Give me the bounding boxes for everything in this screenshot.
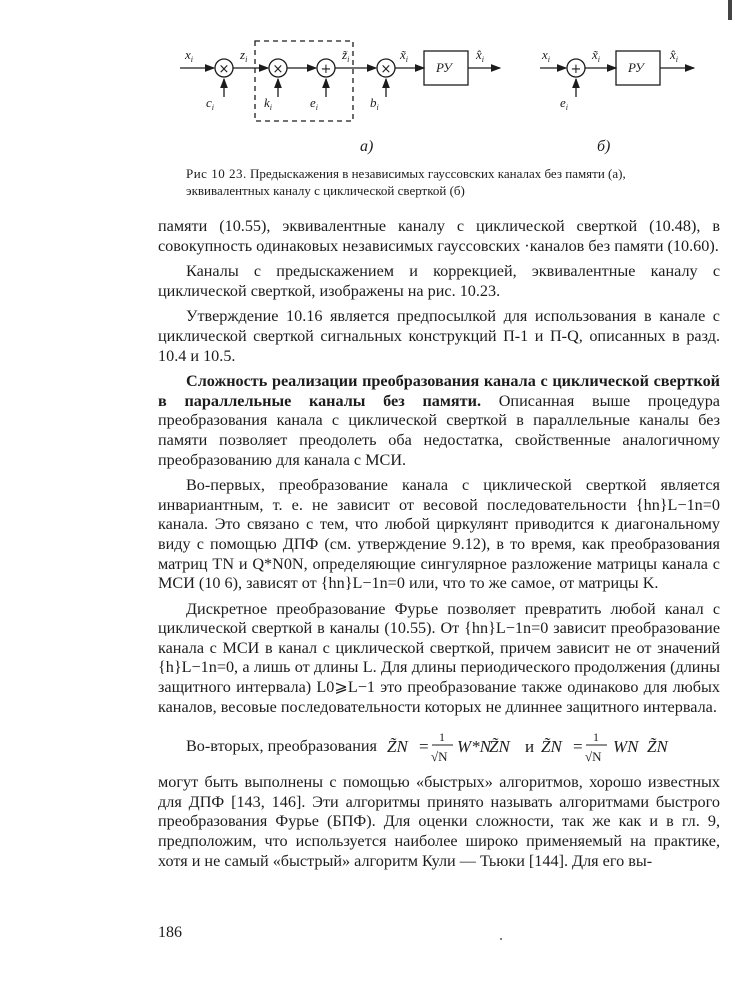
block-ru-a: РУ bbox=[436, 60, 452, 75]
paragraph-1: памяти (10.55), эквивалентные каналу с циклической сверткой (10.48), в совокупность одинаковых независимых гауссовских ·каналов без памяти (10.60). bbox=[158, 217, 720, 255]
svg-text:x̂i: $x̂_i$ bbox=[670, 47, 679, 64]
dft-formula bbox=[385, 727, 695, 767]
figure-10-23 bbox=[160, 35, 720, 160]
label-x-in: x bbox=[185, 47, 191, 62]
svg-text:1: 1 bbox=[438, 730, 445, 745]
paragraph-2: Каналы с предыскажением и коррекцией, эквивалентные каналу с циклической сверткой, изображены на рис. 10.23. bbox=[158, 262, 720, 300]
svg-text:1: 1 bbox=[592, 730, 599, 745]
svg-text:×: × bbox=[272, 62, 284, 77]
paragraph-7: могут быть выполнены с помощью «быстрых» алгоритмов, хорошо известных для ДПФ [143, 146]. Эти алгоритмы принято называть алгоритмами быстрого преобразования Фурье (БПФ). Для оценки сложности, так же как и в гл. 9, предположим, что используется наиболее широко применяемый на практике, хотя и не самый «быстрый» алгоритм Кули — Тьюки [144]. Для его вы- bbox=[158, 773, 720, 870]
svg-text:xi: $x_i$ bbox=[542, 47, 551, 64]
svg-text:x̃i: $x̃_i$ bbox=[400, 47, 409, 64]
svg-text:Z̃N: Z̃N bbox=[646, 737, 668, 757]
svg-text:=: = bbox=[572, 737, 583, 757]
paragraph-6: Дискретное преобразование Фурье позволяет превратить любой канал с циклической сверткой в каналы (10.55). От {hn}L−1n=0 зависит преобразование канала с МСИ в канал с циклической сверткой, причем зависит не от значений {h}L−1n=0, а лишь от длины L. Для длины периодического продолжения (длины защитного интервала) L0⩾L−1 это преобразование также одинаково для любых каналов, весовые последовательности которых не длиннее защитного интервала. bbox=[158, 599, 720, 716]
svg-text:×: × bbox=[380, 62, 392, 77]
svg-text:=: = bbox=[418, 737, 429, 757]
caption-prefix: Рис 10 23. bbox=[186, 166, 247, 181]
svg-text:Z̃N: Z̃N bbox=[386, 737, 408, 757]
svg-text:zi: $z_i$ bbox=[240, 47, 248, 64]
body-text bbox=[158, 217, 720, 871]
paragraph-5: Во-первых, преобразование канала с циклической сверткой является инвариантным, т. е. не зависит от весовой последовательности {hn}L−1n=0 канала. Это связано с тем, что любой циркулянт приводится к диагональному виду с помощью ДПФ (см. утверждение 9.12), в то время, как преобразования матриц TN и Q*N0N, определяющие сингулярное разложение матрицы канала с МСИ (10 6), зависят от {hn}L−1n=0 или, что то же самое, от матрицы K. bbox=[158, 476, 720, 593]
svg-text:x̃i: $x̃_i$ bbox=[592, 47, 601, 64]
paragraph-3: Утверждение 10.16 является предпосылкой для использования в канале с циклической сверткой сигнальных конструкций П-1 и П-Q, описанных в разд. 10.4 и 10.5. bbox=[158, 307, 720, 365]
svg-text:x̂i: $x̂_i$ bbox=[476, 47, 485, 64]
print-speck bbox=[500, 938, 502, 940]
svg-text:Z̃N: Z̃N bbox=[540, 737, 562, 757]
svg-text:√N: √N bbox=[430, 749, 448, 765]
panel-label-b: б) bbox=[597, 138, 611, 155]
svg-text:ci: $c_i$ bbox=[206, 95, 215, 112]
svg-text:WN: WN bbox=[612, 737, 639, 757]
paragraph-7-lead: Во-вторых, преобразования bbox=[186, 737, 377, 756]
svg-text:и: и bbox=[524, 737, 535, 757]
section-heading: Сложность реализации преобразования канала с циклической сверткой в параллельные каналы без памяти. bbox=[158, 372, 720, 410]
svg-text:ei: $e_i$ bbox=[560, 95, 569, 112]
svg-text:W*N: W*N bbox=[456, 737, 491, 757]
block-ru-b: РУ bbox=[628, 60, 644, 75]
panel-label-a: а) bbox=[360, 138, 374, 155]
formula-line bbox=[158, 727, 720, 767]
page-edge-mark bbox=[728, 0, 732, 20]
svg-text:√N: √N bbox=[584, 749, 602, 765]
page-number: 186 bbox=[158, 924, 182, 941]
figure-caption bbox=[186, 165, 686, 199]
svg-text:×: × bbox=[218, 62, 230, 77]
svg-text:bi: $b_i$ bbox=[370, 95, 379, 112]
svg-text:z̃i: $z̃_i$ bbox=[342, 47, 350, 64]
svg-text:Z̃N: Z̃N bbox=[488, 737, 510, 757]
paragraph-4: Сложность реализации преобразования канала с циклической сверткой в параллельные каналы без памяти. Описанная выше процедура преобразования канала с циклической сверткой в параллельные каналы без памяти позволяет преодолеть оба недостатка, свойственные аналогичному преобразованию для канала с МСИ. bbox=[158, 372, 720, 469]
svg-text:ei: $e_i$ bbox=[310, 95, 319, 112]
svg-text:xi: $x_i$ bbox=[185, 47, 194, 64]
svg-text:ki: $k_i$ bbox=[264, 95, 273, 112]
svg-text:+: + bbox=[570, 62, 582, 77]
caption-text: Предыскажения в независимых гауссовских каналах без памяти (а), эквивалентных каналу с циклической сверткой (б) bbox=[186, 166, 626, 198]
svg-text:+: + bbox=[320, 62, 332, 77]
